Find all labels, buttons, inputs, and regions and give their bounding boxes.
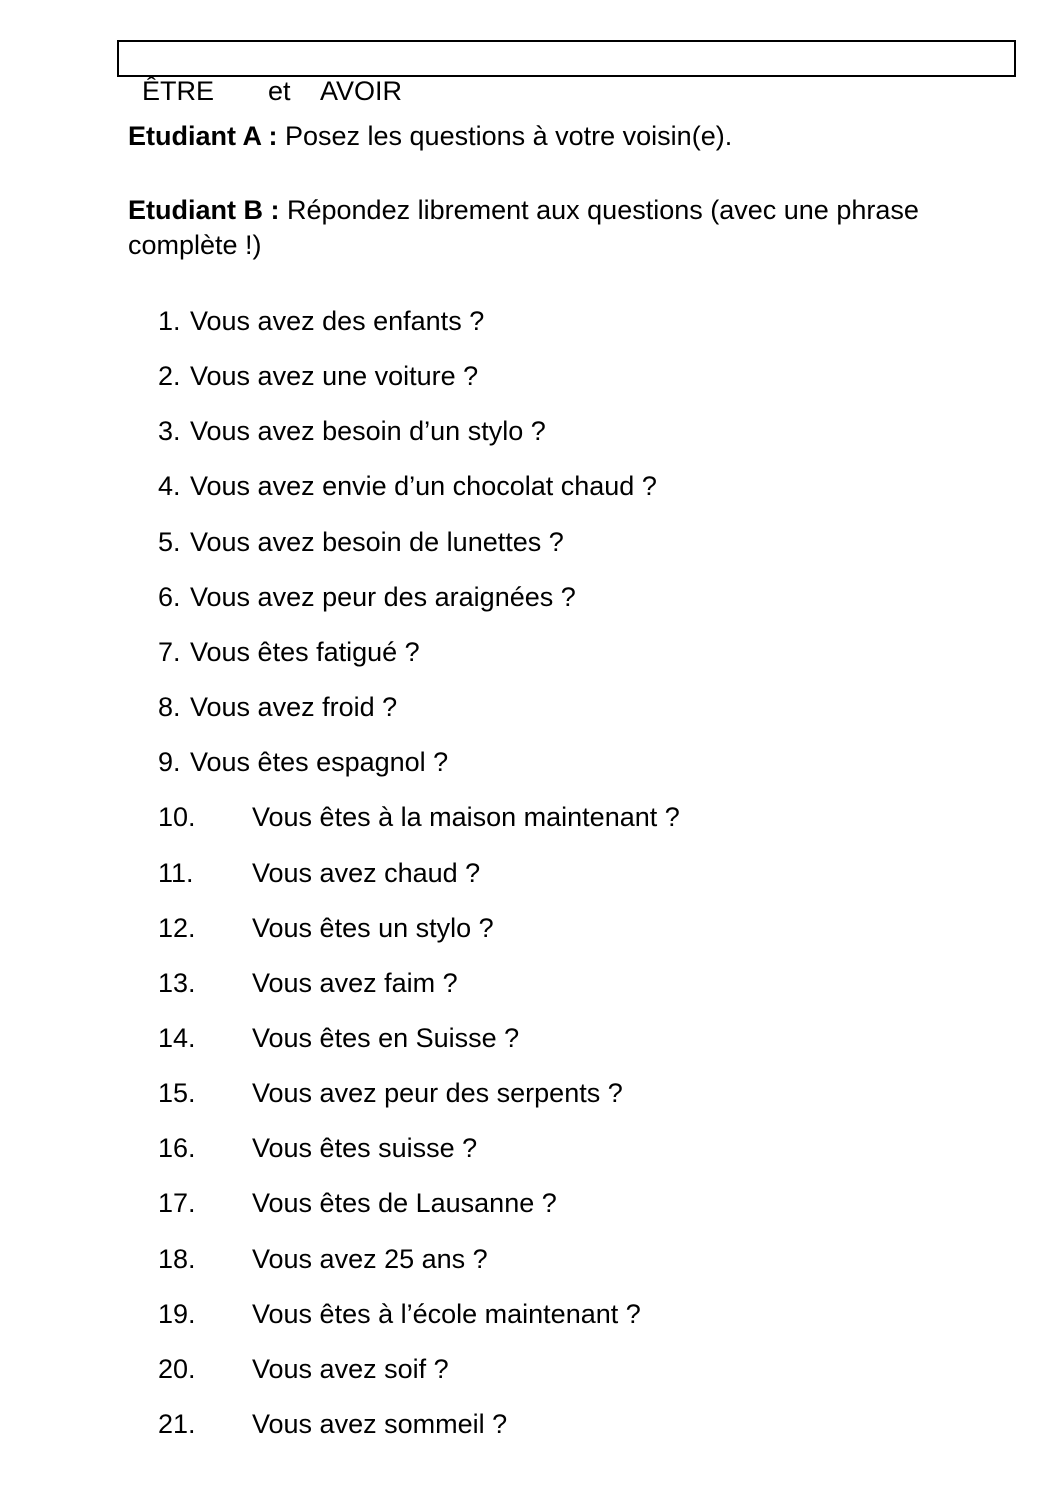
- question-text: Vous avez besoin d’un stylo ?: [190, 416, 546, 446]
- question-number: 7.: [158, 637, 181, 667]
- instruction-student-b-text: Répondez librement aux questions (avec une phrase complète !): [128, 195, 919, 260]
- question-number: 6.: [158, 582, 181, 612]
- question-text: Vous avez sommeil ?: [252, 1409, 508, 1439]
- question-text: Vous avez faim ?: [252, 968, 458, 998]
- question-number: 8.: [158, 692, 181, 722]
- question-number: 20.: [158, 1354, 196, 1384]
- question-text: Vous êtes à la maison maintenant ?: [252, 802, 680, 832]
- question-number: 21.: [158, 1409, 196, 1439]
- question-number: 13.: [158, 968, 196, 998]
- question-text: Vous êtes fatigué ?: [190, 637, 420, 667]
- question-number: 19.: [158, 1299, 196, 1329]
- instruction-student-b: [128, 193, 1008, 263]
- question-text: Vous avez froid ?: [190, 692, 398, 722]
- question-text: Vous avez chaud ?: [252, 858, 481, 888]
- question-number: 18.: [158, 1244, 196, 1274]
- question-text: Vous avez besoin de lunettes ?: [190, 527, 564, 557]
- question-text: Vous avez peur des araignées ?: [190, 582, 576, 612]
- question-number: 2.: [158, 361, 181, 391]
- question-number: 12.: [158, 913, 196, 943]
- instruction-student-b-label: Etudiant B :: [128, 195, 280, 225]
- question-number: 5.: [158, 527, 181, 557]
- instruction-student-a-label: Etudiant A :: [128, 121, 278, 151]
- question-number: 11.: [158, 858, 194, 888]
- question-text: Vous êtes suisse ?: [252, 1133, 478, 1163]
- title-word-et: et: [268, 76, 291, 106]
- question-number: 9.: [158, 747, 181, 777]
- question-number: 17.: [158, 1188, 196, 1218]
- question-number: 16.: [158, 1133, 196, 1163]
- question-text: Vous avez des enfants ?: [190, 306, 485, 336]
- title-word-etre: ÊTRE: [142, 76, 215, 106]
- title-word-avoir: AVOIR: [320, 76, 403, 106]
- question-text: Vous avez 25 ans ?: [252, 1244, 488, 1274]
- question-text: Vous êtes espagnol ?: [190, 747, 449, 777]
- question-number: 1.: [158, 306, 181, 336]
- question-number: 14.: [158, 1023, 196, 1053]
- instruction-student-a-text: Posez les questions à votre voisin(e).: [277, 121, 733, 151]
- question-number: 3.: [158, 416, 181, 446]
- worksheet-title-box: [117, 40, 1016, 106]
- question-text: Vous avez soif ?: [252, 1354, 449, 1384]
- question-text: Vous êtes un stylo ?: [252, 913, 494, 943]
- question-text: Vous avez envie d’un chocolat chaud ?: [190, 471, 657, 501]
- question-text: Vous êtes à l’école maintenant ?: [252, 1299, 641, 1329]
- question-number: 15.: [158, 1078, 196, 1108]
- question-text: Vous êtes de Lausanne ?: [252, 1188, 557, 1218]
- instruction-student-a: [128, 119, 732, 154]
- question-number: 4.: [158, 471, 181, 501]
- question-text: Vous avez une voiture ?: [190, 361, 479, 391]
- question-text: Vous avez peur des serpents ?: [252, 1078, 623, 1108]
- question-text: Vous êtes en Suisse ?: [252, 1023, 520, 1053]
- question-number: 10.: [158, 802, 196, 832]
